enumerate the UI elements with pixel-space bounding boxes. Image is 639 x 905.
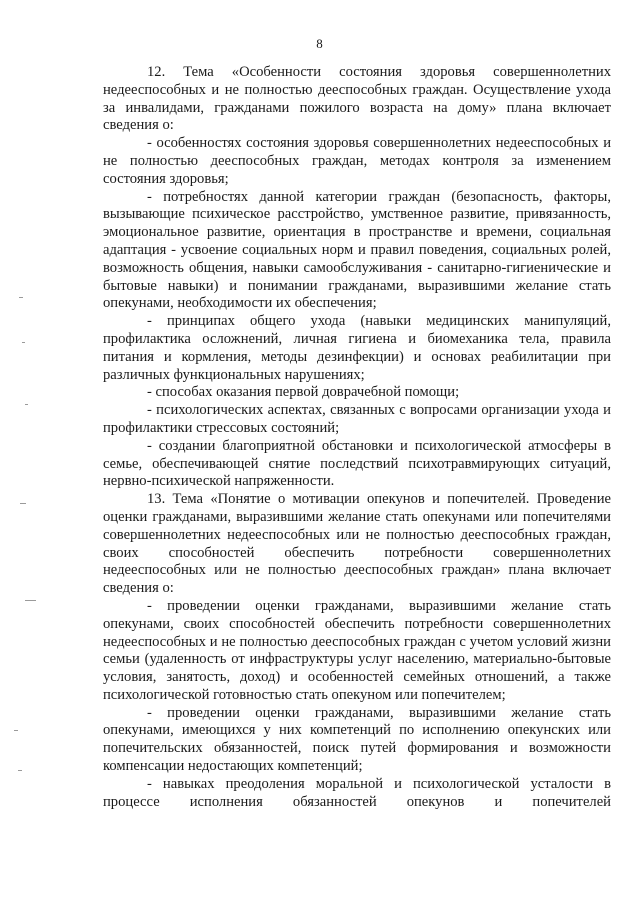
document-body [103, 64, 611, 811]
scan-mark [22, 342, 25, 343]
list-item-competence-assessment: - проведении оценки гражданами, выразившими желание стать опекунами, имеющихся у них компетенций по исполнению опекунских или попечительских обязанностей, поиск путей формирования и возможности компенсации недостающих компетенций; [103, 704, 611, 775]
list-item-ability-assessment: - проведении оценки гражданами, выразившими желание стать опекунами, своих способностей обеспечить потребности совершеннолетних недееспособных и не полностью дееспособных граждан с учетом условий жизни семьи (удаленность от инфраструктуры услуг населению, материально-бытовые условия, занятость, доход) и особенностей семейных отношений, а также психологической готовностью стать опекуном или попечителем; [103, 597, 611, 703]
list-item-psychological-aspects: - психологических аспектах, связанных с вопросами организации ухода и профилактики стрессовых состояний; [103, 402, 611, 436]
scan-mark [14, 730, 18, 731]
paragraph-topic-13-heading: 13. Тема «Понятие о мотивации опекунов и попечителей. Проведение оценки гражданами, выразившими желание стать опекунами или попечителями совершеннолетних недееспособных или не полностью дееспособных граждан, своих способностей обеспечить потребности совершеннолетних недееспособных или не полностью дееспособных граждан» плана включает сведения о: [103, 491, 611, 597]
list-item-needs: - потребностях данной категории граждан (безопасность, факторы, вызывающие психическое расстройство, умственное развитие, привязанность, эмоциональное развитие, ориентация в пространстве и времени, социальная адаптация - усвоение социальных норм и правил поведения, социальных ролей, возможность общения, навыки самообслуживания - санитарно-гигиенические и бытовые навыки) и понимании гражданами, выразившими желание стать опекунами, необходимости их обеспечения; [103, 188, 611, 312]
list-item-family-atmosphere: - создании благоприятной обстановки и психологической атмосферы в семье, обеспечивающей снятие последствий психотравмирующих ситуаций, нервно-психической напряженности. [103, 437, 611, 490]
scan-mark [25, 600, 36, 601]
list-item-first-aid: - способах оказания первой доврачебной помощи; [147, 384, 460, 401]
scan-mark [18, 770, 22, 771]
list-item-care-principles: - принципах общего ухода (навыки медицинских манипуляций, профилактика осложнений, личная гигиена и биомеханика тела, правила питания и кормления, методы дезинфекции) и основах реабилитации при различных функциональных нарушениях; [103, 313, 611, 383]
scan-mark [25, 404, 28, 405]
paragraph-topic-12-heading: 12. Тема «Особенности состояния здоровья совершеннолетних недееспособных и не полностью дееспособных граждан. Осуществление ухода за инвалидами, гражданами пожилого возраста на дому» плана включает сведения о: [103, 64, 611, 134]
page-number: 8 [316, 36, 323, 51]
scan-mark [19, 297, 23, 298]
scan-mark [20, 503, 26, 504]
list-item-health-features: - особенностях состояния здоровья совершеннолетних недееспособных и не полностью дееспособных граждан, методах контроля за изменением состояния здоровья; [103, 135, 611, 187]
list-item-fatigue-skills: - навыках преодоления моральной и психологической усталости в процессе исполнения обязанностей опекунов и попечителей [103, 775, 611, 810]
